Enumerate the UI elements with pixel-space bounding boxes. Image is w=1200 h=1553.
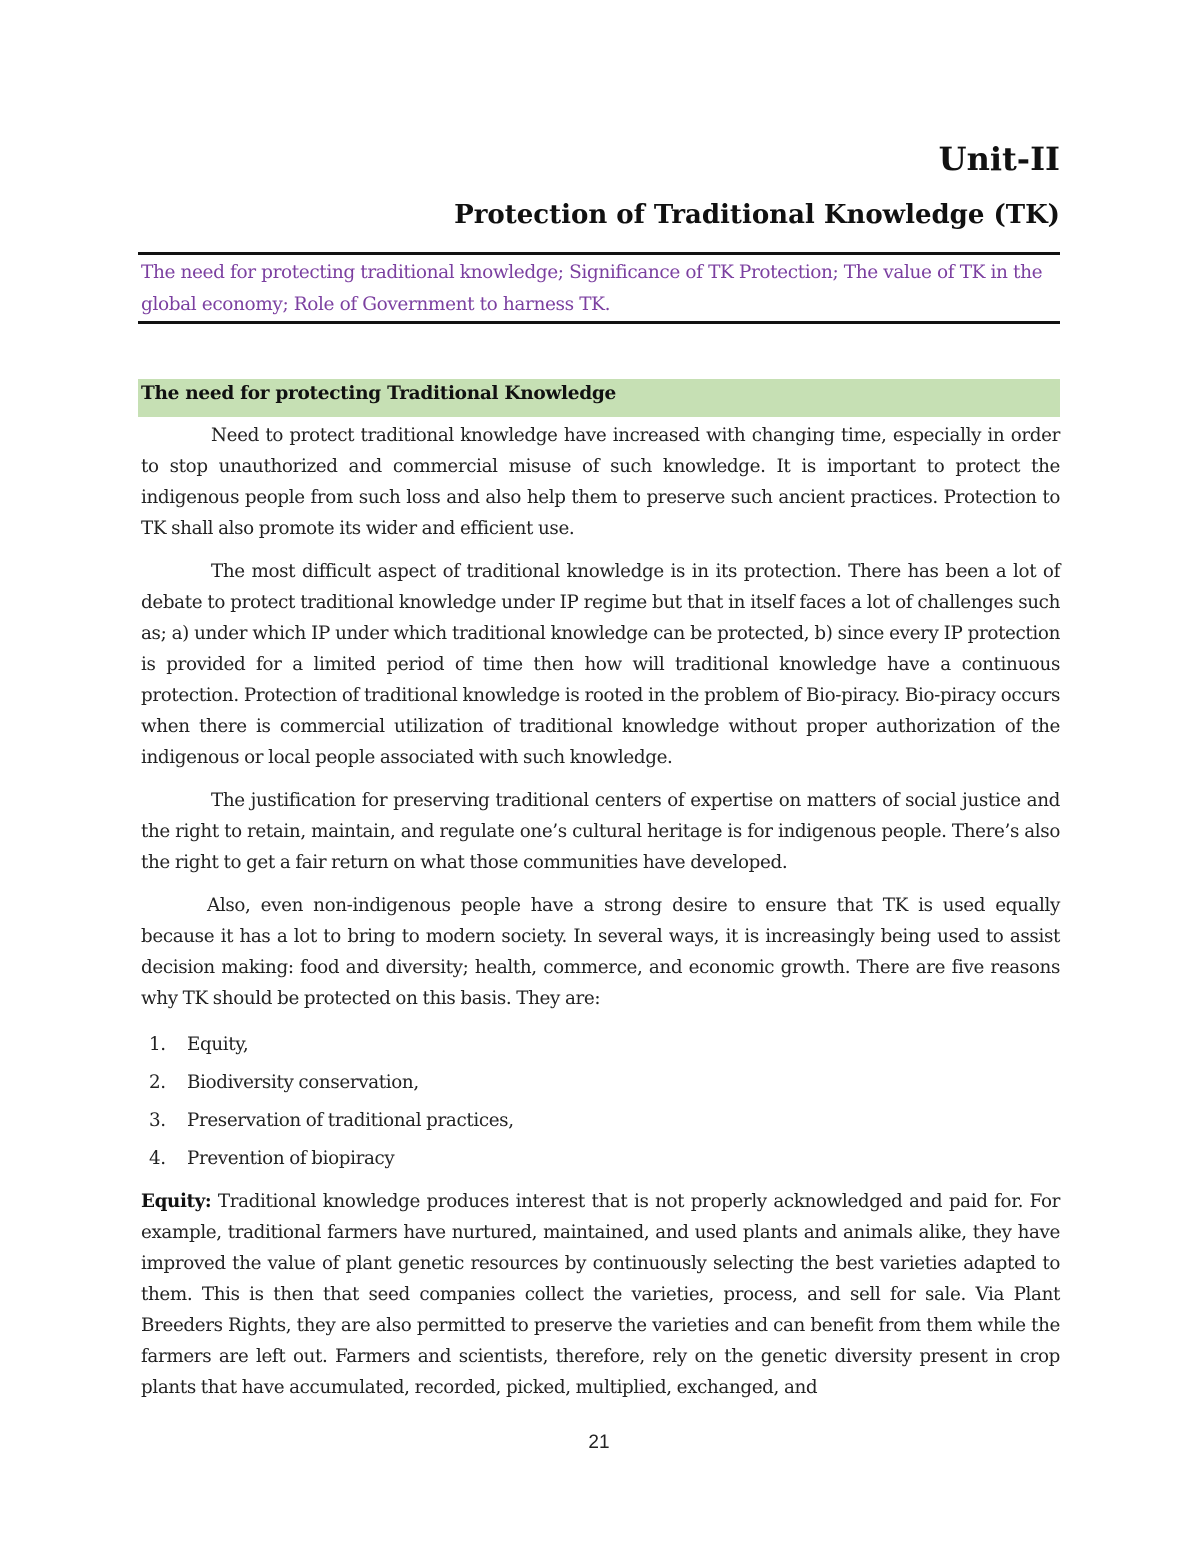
equity-paragraph	[141, 1186, 1060, 1403]
list-item-text: Equity,	[187, 1034, 249, 1055]
list-item-number: 3.	[149, 1110, 166, 1131]
page-number: 21	[588, 1432, 610, 1453]
section-heading: The need for protecting Traditional Knowledge	[138, 379, 1060, 417]
summary-top-rule	[138, 252, 1060, 255]
paragraph-1: Need to protect traditional knowledge have increased with changing time, especially in order to stop unauthorized and commercial misuse of such knowledge. It is important to protect the indigenous people from such loss and also help them to preserve such ancient practices. Protection to TK shall also promote its wider and efficient use.	[141, 425, 1060, 539]
list-item	[141, 1026, 1060, 1064]
unit-label: Unit-II	[938, 140, 1060, 178]
section-body	[141, 420, 1060, 1415]
list-item	[141, 1102, 1060, 1140]
list-item	[141, 1064, 1060, 1102]
unit-summary: The need for protecting traditional knowledge; Significance of TK Protection; The value of TK in the global economy; Role of Government to harness TK.	[141, 262, 1043, 315]
equity-label: Equity:	[141, 1191, 212, 1212]
page-title: Protection of Traditional Knowledge (TK)	[454, 200, 1060, 230]
summary-bottom-rule	[138, 321, 1060, 324]
list-item-number: 2.	[149, 1072, 166, 1093]
paragraph-3: The justification for preserving traditional centers of expertise on matters of social justice and the right to retain, maintain, and regulate one’s cultural heritage is for indigenous people. There’s also the right to get a fair return on what those communities have developed.	[141, 790, 1060, 873]
list-item-text: Biodiversity conservation,	[187, 1072, 419, 1093]
list-item	[141, 1140, 1060, 1178]
list-item-text: Preservation of traditional practices,	[187, 1110, 514, 1131]
equity-text: Traditional knowledge produces interest that is not properly acknowledged and paid for. For example, traditional farmers have nurtured, maintained, and used plants and animals alike, they have improved the value of plant genetic resources by continuously selecting the best varieties adapted to them. This is then that seed companies collect the varieties, process, and sell for sale. Via Plant Breeders Rights, they are also permitted to preserve the varieties and can benefit from them while the farmers are left out. Farmers and scientists, therefore, rely on the genetic diversity present in crop plants that have accumulated, recorded, picked, multiplied, exchanged, and	[141, 1191, 1060, 1398]
list-item-number: 1.	[149, 1034, 166, 1055]
paragraph-2: The most difficult aspect of traditional knowledge is in its protection. There has been a lot of debate to protect traditional knowledge under IP regime but that in itself faces a lot of challenges such as; a) under which IP under which traditional knowledge can be protected, b) since every IP protection is provided for a limited period of time then how will traditional knowledge have a continuous protection. Protection of traditional knowledge is rooted in the problem of Bio-piracy. Bio-piracy occurs when there is commercial utilization of traditional knowledge without proper authorization of the indigenous or local people associated with such knowledge.	[141, 561, 1060, 768]
list-item-text: Prevention of biopiracy	[187, 1148, 395, 1169]
list-item-number: 4.	[149, 1148, 166, 1169]
paragraph-4: Also, even non-indigenous people have a strong desire to ensure that TK is used equally because it has a lot to bring to modern society. In several ways, it is increasingly being used to assist decision making: food and diversity; health, commerce, and economic growth. There are five reasons why TK should be protected on this basis. They are:	[141, 895, 1060, 1009]
reasons-list	[141, 1026, 1060, 1178]
